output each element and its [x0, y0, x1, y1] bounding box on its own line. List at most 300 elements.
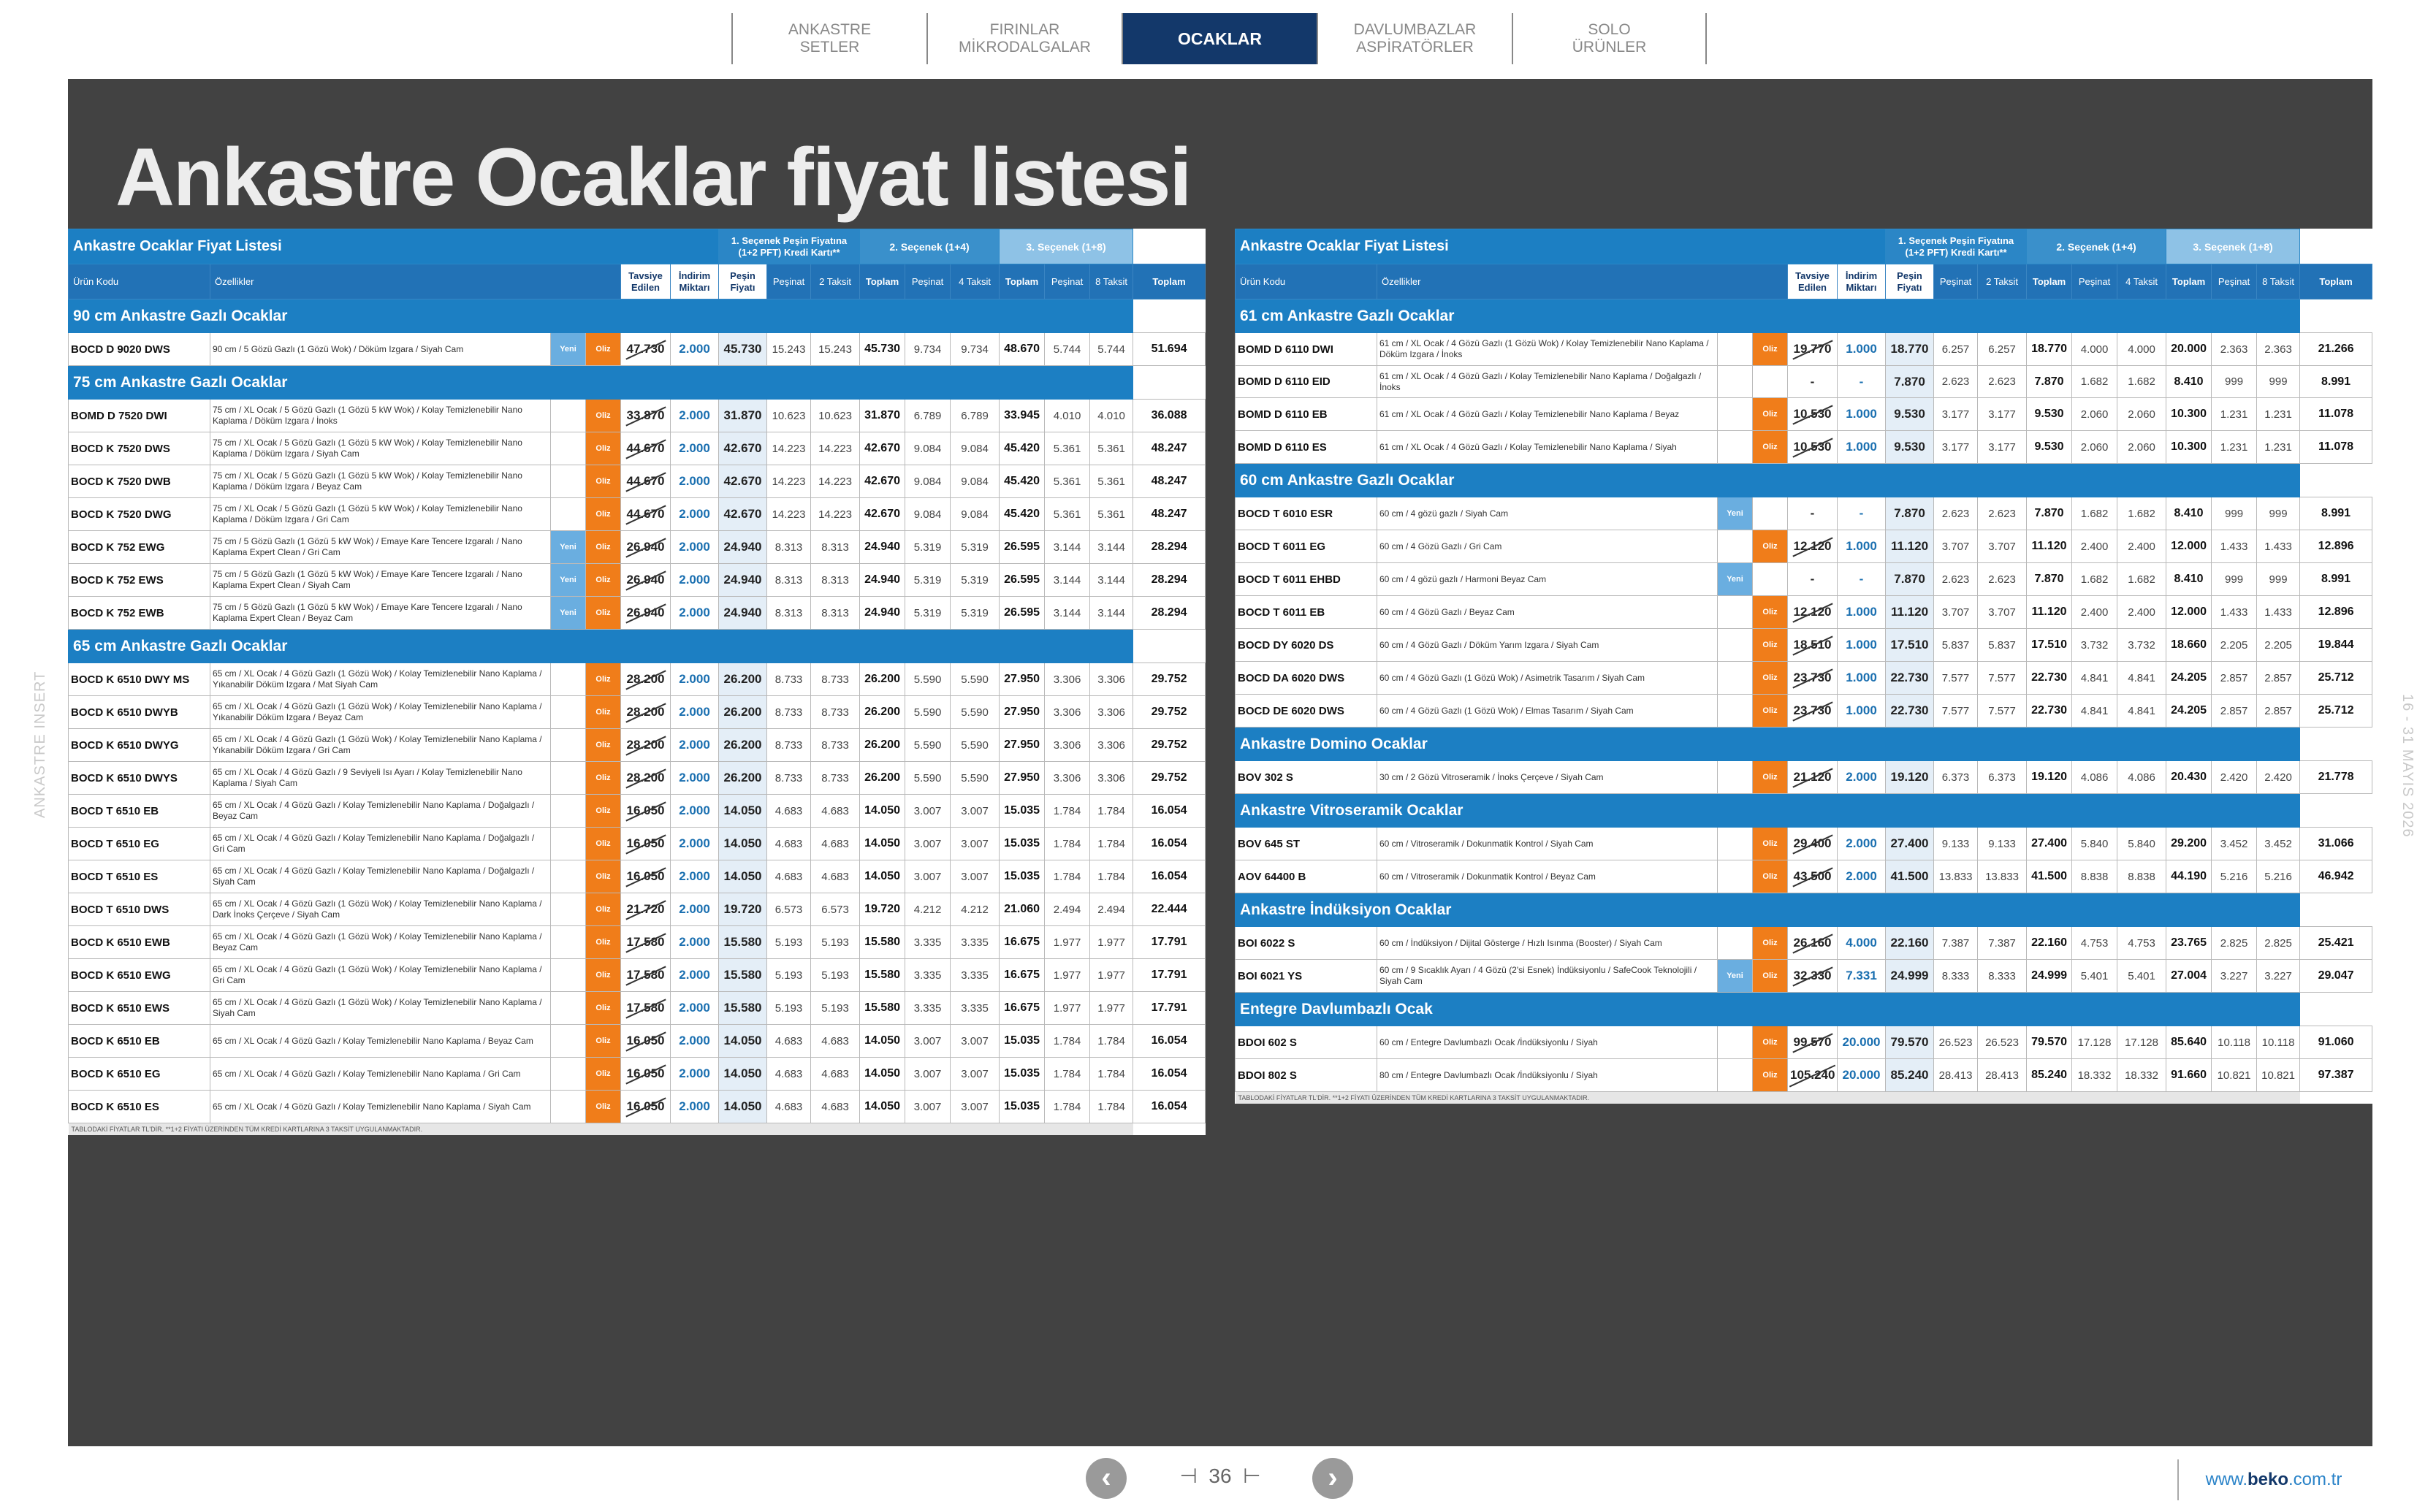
nav-tab-1[interactable]: FIRINLAR MİKRODALGALAR [926, 13, 1122, 64]
discount-amount: 2.000 [671, 893, 719, 926]
cash-price: 9.530 [1886, 431, 1934, 464]
new-badge-cell [1718, 497, 1753, 530]
table-row[interactable] [1236, 431, 2372, 464]
opt1-installment: 4.683 [811, 795, 860, 828]
opt2-installment: 3.732 [2117, 629, 2166, 662]
new-badge-cell [551, 498, 586, 531]
opt1-total: 85.240 [2027, 1059, 2072, 1092]
opt3-total: 16.054 [1133, 1091, 1206, 1123]
opt2-total: 27.950 [1000, 696, 1045, 729]
opt1-downpayment: 7.577 [1934, 695, 1978, 728]
product-features: 60 cm / 4 gözü gazlı / Harmoni Beyaz Cam [1377, 563, 1718, 596]
opt2-total: 16.675 [1000, 992, 1045, 1025]
cash-price: 26.200 [719, 729, 767, 762]
cash-price: 15.580 [719, 959, 767, 992]
opt1-downpayment: 2.623 [1934, 563, 1978, 596]
table-row[interactable] [1236, 761, 2372, 794]
recommended-price-value: 10.530 [1793, 407, 1832, 421]
opt1-total: 24.940 [860, 597, 905, 630]
oliz-badge: Oliz [586, 828, 620, 860]
opt3-downpayment: 3.144 [1045, 597, 1090, 630]
new-badge: Yeni [551, 564, 585, 596]
col-toplam: Toplam [860, 264, 905, 299]
opt1-total: 24.940 [860, 564, 905, 597]
opt3-total: 16.054 [1133, 828, 1206, 860]
recommended-price [621, 465, 671, 498]
new-badge-cell [551, 432, 586, 465]
cash-price: 79.570 [1886, 1026, 1934, 1059]
col-urun-kodu: Ürün Kodu [69, 264, 210, 299]
product-features: 60 cm / 4 Gözü Gazlı (1 Gözü Wok) / Asimetrik Tasarım / Siyah Cam [1377, 662, 1718, 695]
table-row[interactable] [1236, 960, 2372, 993]
new-badge-cell [1718, 662, 1753, 695]
discount-amount: 2.000 [671, 729, 719, 762]
table-row[interactable] [69, 1025, 1206, 1058]
recommended-price-value: - [1810, 572, 1815, 586]
product-code: BOCD K 6510 EWS [69, 992, 210, 1025]
opt1-installment: 4.683 [811, 860, 860, 893]
recommended-price [621, 1025, 671, 1058]
col-ozellikler: Özellikler [1377, 264, 1788, 299]
opt3-downpayment: 3.227 [2212, 960, 2257, 993]
oliz-badge-cell [586, 498, 621, 531]
col-8-taksit: 8 Taksit [2257, 264, 2300, 299]
cash-price: 27.400 [1886, 828, 1934, 860]
col-toplam: Toplam [1133, 264, 1206, 299]
discount-amount: 2.000 [671, 564, 719, 597]
discount-amount: 2.000 [671, 663, 719, 696]
new-badge-cell [551, 893, 586, 926]
opt3-total: 29.752 [1133, 729, 1206, 762]
opt1-downpayment: 5.193 [767, 959, 811, 992]
new-badge-cell [551, 1025, 586, 1058]
table-row[interactable] [69, 564, 1206, 597]
recommended-price-value: 28.200 [626, 738, 665, 752]
opt1-total: 17.510 [2027, 629, 2072, 662]
opt3-total: 25.712 [2300, 662, 2372, 695]
opt2-installment: 9.084 [951, 432, 1000, 465]
opt3-installment: 1.784 [1090, 1025, 1133, 1058]
table-row[interactable] [69, 992, 1206, 1025]
opt2-total: 8.410 [2166, 563, 2212, 596]
oliz-badge-cell [1753, 960, 1788, 993]
table-row[interactable] [69, 333, 1206, 366]
table-row[interactable] [1236, 629, 2372, 662]
opt2-total: 33.945 [1000, 400, 1045, 432]
opt2-total: 15.035 [1000, 1058, 1045, 1091]
oliz-badge: Oliz [1753, 662, 1787, 694]
opt3-installment: 1.977 [1090, 959, 1133, 992]
opt2-downpayment: 2.060 [2072, 398, 2117, 431]
opt3-installment: 2.857 [2257, 695, 2300, 728]
opt2-installment: 2.060 [2117, 398, 2166, 431]
opt3-downpayment: 3.144 [1045, 564, 1090, 597]
opt2-total: 21.060 [1000, 893, 1045, 926]
opt2-total: 27.950 [1000, 729, 1045, 762]
opt2-downpayment: 2.400 [2072, 530, 2117, 563]
opt3-installment: 1.784 [1090, 795, 1133, 828]
opt2-installment: 4.086 [2117, 761, 2166, 794]
product-features: 65 cm / XL Ocak / 4 Gözü Gazlı (1 Gözü Wok) / Kolay Temizlenebilir Nano Kaplama / Siyah Cam [210, 992, 551, 1025]
opt1-installment: 5.193 [811, 959, 860, 992]
cash-price: 31.870 [719, 400, 767, 432]
oliz-badge: Oliz [586, 465, 620, 497]
opt3-total: 8.991 [2300, 563, 2372, 596]
cash-price: 42.670 [719, 465, 767, 498]
opt1-downpayment: 14.223 [767, 498, 811, 531]
opt1-downpayment: 14.223 [767, 465, 811, 498]
opt1-total: 22.730 [2027, 662, 2072, 695]
opt3-downpayment: 1.784 [1045, 860, 1090, 893]
cash-price: 19.720 [719, 893, 767, 926]
section-header [1236, 893, 2372, 927]
table-row[interactable] [69, 893, 1206, 926]
new-badge: Yeni [1718, 497, 1752, 530]
table-row[interactable] [69, 795, 1206, 828]
opt2-installment: 6.789 [951, 400, 1000, 432]
opt1-installment: 7.387 [1978, 927, 2027, 960]
table-row[interactable] [69, 400, 1206, 432]
product-code: BOCD K 7520 DWG [69, 498, 210, 531]
opt3-installment: 3.306 [1090, 729, 1133, 762]
opt1-total: 15.580 [860, 959, 905, 992]
opt1-downpayment: 14.223 [767, 432, 811, 465]
cash-price: 7.870 [1886, 497, 1934, 530]
product-code: BOCD K 7520 DWS [69, 432, 210, 465]
opt2-installment: 9.084 [951, 465, 1000, 498]
section-title: 65 cm Ankastre Gazlı Ocaklar [69, 630, 1133, 663]
opt2-installment: 3.007 [951, 860, 1000, 893]
product-features: 60 cm / 4 Gözü Gazlı / Beyaz Cam [1377, 596, 1718, 629]
recommended-price-value: 32.330 [1793, 969, 1832, 982]
product-code: BOCD T 6510 EG [69, 828, 210, 860]
opt3-installment: 5.361 [1090, 465, 1133, 498]
oliz-badge: Oliz [1753, 860, 1787, 893]
opt1-total: 14.050 [860, 860, 905, 893]
table-row[interactable] [1236, 860, 2372, 893]
table-row[interactable] [69, 465, 1206, 498]
recommended-price [1788, 828, 1838, 860]
oliz-badge-cell [586, 992, 621, 1025]
recommended-price-value: 26.940 [626, 573, 665, 587]
opt3-downpayment: 1.784 [1045, 1058, 1090, 1091]
recommended-price-value: 17.580 [626, 1001, 665, 1015]
opt3-total: 28.294 [1133, 531, 1206, 564]
oliz-badge: Oliz [586, 498, 620, 530]
opt2-installment: 5.319 [951, 531, 1000, 564]
table-row[interactable] [1236, 497, 2372, 530]
opt1-total: 26.200 [860, 696, 905, 729]
opt2-installment: 3.007 [951, 795, 1000, 828]
opt3-downpayment: 1.433 [2212, 596, 2257, 629]
opt2-downpayment: 5.319 [905, 531, 951, 564]
opt1-total: 14.050 [860, 795, 905, 828]
oliz-badge: Oliz [1753, 596, 1787, 628]
product-features: 30 cm / 2 Gözü Vitroseramik / İnoks Çerçeve / Siyah Cam [1377, 761, 1718, 794]
opt2-installment: 1.682 [2117, 563, 2166, 596]
opt2-installment: 5.840 [2117, 828, 2166, 860]
opt3-downpayment: 2.857 [2212, 695, 2257, 728]
opt2-total: 18.660 [2166, 629, 2212, 662]
table-row[interactable] [69, 597, 1206, 630]
section-title: Ankastre Vitroseramik Ocaklar [1236, 794, 2300, 828]
oliz-badge-cell [1753, 596, 1788, 629]
opt1-installment: 2.623 [1978, 563, 2027, 596]
table-row[interactable] [1236, 530, 2372, 563]
product-features: 65 cm / XL Ocak / 4 Gözü Gazlı (1 Gözü Wok) / Kolay Temizlenebilir Nano Kaplama / Gri Cam [210, 959, 551, 992]
product-code: BDOI 802 S [1236, 1059, 1377, 1092]
product-features: 65 cm / XL Ocak / 4 Gözü Gazlı / Kolay Temizlenebilir Nano Kaplama / Doğalgazlı / Gri Cam [210, 828, 551, 860]
opt2-installment: 17.128 [2117, 1026, 2166, 1059]
table-footnote [69, 1123, 1206, 1135]
product-code: BOCD K 752 EWB [69, 597, 210, 630]
opt1-installment: 3.707 [1978, 530, 2027, 563]
oliz-badge-cell [1753, 629, 1788, 662]
opt1-total: 9.530 [2027, 431, 2072, 464]
table-row[interactable] [69, 762, 1206, 795]
product-features: 65 cm / XL Ocak / 4 Gözü Gazlı / Kolay Temizlenebilir Nano Kaplama / Beyaz Cam [210, 1025, 551, 1058]
opt3-downpayment: 3.144 [1045, 531, 1090, 564]
discount-amount: - [1838, 563, 1886, 596]
opt1-installment: 8.313 [811, 531, 860, 564]
discount-amount: 2.000 [671, 1091, 719, 1123]
product-features: 75 cm / XL Ocak / 5 Gözü Gazlı (1 Gözü 5 kW Wok) / Kolay Temizlenebilir Nano Kaplama / Döküm Izgara / Beyaz Cam [210, 465, 551, 498]
discount-amount: 2.000 [671, 531, 719, 564]
discount-amount: 2.000 [671, 1025, 719, 1058]
section-header [1236, 794, 2372, 828]
oliz-badge: Oliz [1753, 960, 1787, 992]
product-code: BOMD D 7520 DWI [69, 400, 210, 432]
opt3-total: 17.791 [1133, 926, 1206, 959]
recommended-price-value: 21.120 [1793, 770, 1832, 784]
col-4-taksit: 4 Taksit [951, 264, 1000, 299]
recommended-price-value: 19.770 [1793, 342, 1832, 356]
opt3-installment: 3.144 [1090, 531, 1133, 564]
opt3-total: 16.054 [1133, 1025, 1206, 1058]
oliz-badge-cell [586, 564, 621, 597]
recommended-price-value: 105.240 [1790, 1068, 1835, 1082]
side-label-left: ANKASTRE INSERT [32, 671, 48, 818]
opt1-installment: 2.623 [1978, 497, 2027, 530]
opt1-installment: 10.623 [811, 400, 860, 432]
new-badge-cell [551, 959, 586, 992]
product-features: 60 cm / 4 Gözü Gazlı / Döküm Yarım Izgara / Siyah Cam [1377, 629, 1718, 662]
product-features: 60 cm / Vitroseramik / Dokunmatik Kontrol / Beyaz Cam [1377, 860, 1718, 893]
opt3-downpayment: 1.977 [1045, 926, 1090, 959]
recommended-price [621, 893, 671, 926]
product-code: BOCD T 6510 DWS [69, 893, 210, 926]
opt2-total: 24.205 [2166, 662, 2212, 695]
opt2-installment: 2.400 [2117, 530, 2166, 563]
oliz-badge: Oliz [1753, 828, 1787, 860]
opt3-downpayment: 1.784 [1045, 795, 1090, 828]
opt1-downpayment: 8.733 [767, 696, 811, 729]
opt3-downpayment: 5.361 [1045, 432, 1090, 465]
oliz-badge: Oliz [1753, 398, 1787, 430]
opt2-total: 20.000 [2166, 333, 2212, 366]
table-row[interactable] [69, 729, 1206, 762]
opt2-installment: 5.319 [951, 597, 1000, 630]
chevron-right-icon: › [1328, 1462, 1338, 1494]
cash-price: 11.120 [1886, 530, 1934, 563]
website-link[interactable] [2177, 1459, 2369, 1500]
opt1-total: 42.670 [860, 432, 905, 465]
option3-header: 3. Seçenek (1+8) [1000, 229, 1133, 264]
oliz-badge-cell [1753, 761, 1788, 794]
recommended-price [621, 597, 671, 630]
new-badge-cell [551, 531, 586, 564]
product-code: BOCD T 6011 EHBD [1236, 563, 1377, 596]
product-code: BOMD D 6110 ES [1236, 431, 1377, 464]
opt3-total: 16.054 [1133, 795, 1206, 828]
table-row[interactable] [1236, 1059, 2372, 1092]
table-header-columns [69, 264, 1206, 299]
opt2-downpayment: 4.212 [905, 893, 951, 926]
recommended-price [621, 498, 671, 531]
table-row[interactable] [69, 959, 1206, 992]
section-title: Ankastre Domino Ocaklar [1236, 728, 2300, 761]
table-row[interactable] [69, 663, 1206, 696]
opt2-downpayment: 5.590 [905, 696, 951, 729]
table-row[interactable] [69, 498, 1206, 531]
cash-price: 15.580 [719, 926, 767, 959]
cash-price: 17.510 [1886, 629, 1934, 662]
opt3-total: 21.266 [2300, 333, 2372, 366]
table-row[interactable] [1236, 662, 2372, 695]
table-row[interactable] [69, 828, 1206, 860]
option1-header: 1. Seçenek Peşin Fiyatına (1+2 PFT) Kredi Kartı** [719, 229, 860, 264]
oliz-badge-cell [586, 663, 621, 696]
opt1-installment: 3.177 [1978, 398, 2027, 431]
table-row[interactable] [69, 432, 1206, 465]
product-code: BOCD K 6510 DWYG [69, 729, 210, 762]
opt2-total: 15.035 [1000, 1091, 1045, 1123]
opt2-total: 26.595 [1000, 564, 1045, 597]
opt1-installment: 5.837 [1978, 629, 2027, 662]
opt1-total: 11.120 [2027, 596, 2072, 629]
nav-tab-3[interactable]: DAVLUMBAZLAR ASPİRATÖRLER [1317, 13, 1512, 64]
cash-price: 42.670 [719, 498, 767, 531]
opt1-installment: 8.333 [1978, 960, 2027, 993]
table-row[interactable] [1236, 1026, 2372, 1059]
nav-tab-2[interactable]: OCAKLAR [1122, 13, 1317, 64]
opt2-total: 44.190 [2166, 860, 2212, 893]
opt2-downpayment: 3.335 [905, 992, 951, 1025]
recommended-price-value: 43.500 [1793, 869, 1832, 883]
opt1-installment: 13.833 [1978, 860, 2027, 893]
opt3-total: 28.294 [1133, 564, 1206, 597]
recommended-price-value: 16.050 [626, 1034, 665, 1047]
oliz-badge: Oliz [586, 762, 620, 794]
opt2-downpayment: 5.319 [905, 564, 951, 597]
opt2-installment: 2.400 [2117, 596, 2166, 629]
new-badge-cell [551, 333, 586, 366]
opt3-installment: 1.784 [1090, 1091, 1133, 1123]
table-row[interactable] [1236, 398, 2372, 431]
cash-price: 41.500 [1886, 860, 1934, 893]
discount-amount: 2.000 [671, 400, 719, 432]
cash-price: 14.050 [719, 1091, 767, 1123]
product-features: 65 cm / XL Ocak / 4 Gözü Gazlı (1 Gözü Wok) / Kolay Temizlenebilir Nano Kaplama / Yıkanabilir Döküm Izgara / Mat Siyah Cam [210, 663, 551, 696]
opt1-total: 26.200 [860, 762, 905, 795]
recommended-price-value: 44.670 [626, 507, 665, 521]
opt2-installment: 3.335 [951, 926, 1000, 959]
table-row[interactable] [1236, 366, 2372, 398]
opt3-downpayment: 2.363 [2212, 333, 2257, 366]
opt1-installment: 5.193 [811, 992, 860, 1025]
opt3-downpayment: 1.433 [2212, 530, 2257, 563]
oliz-badge-cell [586, 729, 621, 762]
discount-amount: 2.000 [671, 795, 719, 828]
opt1-downpayment: 3.177 [1934, 398, 1978, 431]
opt1-downpayment: 4.683 [767, 860, 811, 893]
nav-tab-4[interactable]: SOLO ÜRÜNLER [1512, 13, 1707, 64]
table-row[interactable] [1236, 927, 2372, 960]
opt2-installment: 5.401 [2117, 960, 2166, 993]
opt2-installment: 4.000 [2117, 333, 2166, 366]
table-row[interactable] [1236, 828, 2372, 860]
opt3-downpayment: 10.118 [2212, 1026, 2257, 1059]
opt3-downpayment: 2.420 [2212, 761, 2257, 794]
discount-amount: 2.000 [1838, 761, 1886, 794]
oliz-badge: Oliz [586, 400, 620, 432]
table-row[interactable] [69, 1058, 1206, 1091]
recommended-price-value: 26.160 [1793, 936, 1832, 950]
opt3-downpayment: 1.784 [1045, 1091, 1090, 1123]
opt2-installment: 3.007 [951, 1058, 1000, 1091]
table-row[interactable] [69, 926, 1206, 959]
top-navigation [731, 13, 1707, 64]
col-ozellikler: Özellikler [210, 264, 621, 299]
opt3-total: 46.942 [2300, 860, 2372, 893]
discount-amount: 1.000 [1838, 431, 1886, 464]
table-row[interactable] [1236, 596, 2372, 629]
table-row[interactable] [69, 696, 1206, 729]
recommended-price [1788, 497, 1838, 530]
table-row[interactable] [69, 860, 1206, 893]
opt2-installment: 3.335 [951, 959, 1000, 992]
opt2-installment: 9.734 [951, 333, 1000, 366]
next-page-button[interactable] [1312, 1458, 1353, 1499]
opt1-installment: 8.733 [811, 696, 860, 729]
table-row[interactable] [69, 531, 1206, 564]
cash-price: 7.870 [1886, 563, 1934, 596]
table-row[interactable] [1236, 563, 2372, 596]
oliz-badge-cell [1753, 366, 1788, 398]
table-row[interactable] [1236, 333, 2372, 366]
oliz-badge-cell [586, 465, 621, 498]
table-row[interactable] [1236, 695, 2372, 728]
opt3-downpayment: 2.205 [2212, 629, 2257, 662]
cash-price: 22.730 [1886, 695, 1934, 728]
recommended-price [1788, 860, 1838, 893]
table-row[interactable] [69, 1091, 1206, 1123]
website-prefix: www. [2205, 1470, 2247, 1489]
discount-amount: 2.000 [671, 465, 719, 498]
new-badge-cell [551, 926, 586, 959]
recommended-price [1788, 1059, 1838, 1092]
opt2-downpayment: 5.590 [905, 663, 951, 696]
recommended-price-value: 47.730 [626, 342, 665, 356]
oliz-badge: Oliz [586, 696, 620, 728]
new-badge: Yeni [1718, 563, 1752, 595]
previous-page-button[interactable] [1086, 1458, 1127, 1499]
opt2-downpayment: 4.841 [2072, 662, 2117, 695]
cash-price: 11.120 [1886, 596, 1934, 629]
cash-price: 14.050 [719, 860, 767, 893]
nav-tab-0[interactable]: ANKASTRE SETLER [731, 13, 926, 64]
recommended-price [1788, 563, 1838, 596]
